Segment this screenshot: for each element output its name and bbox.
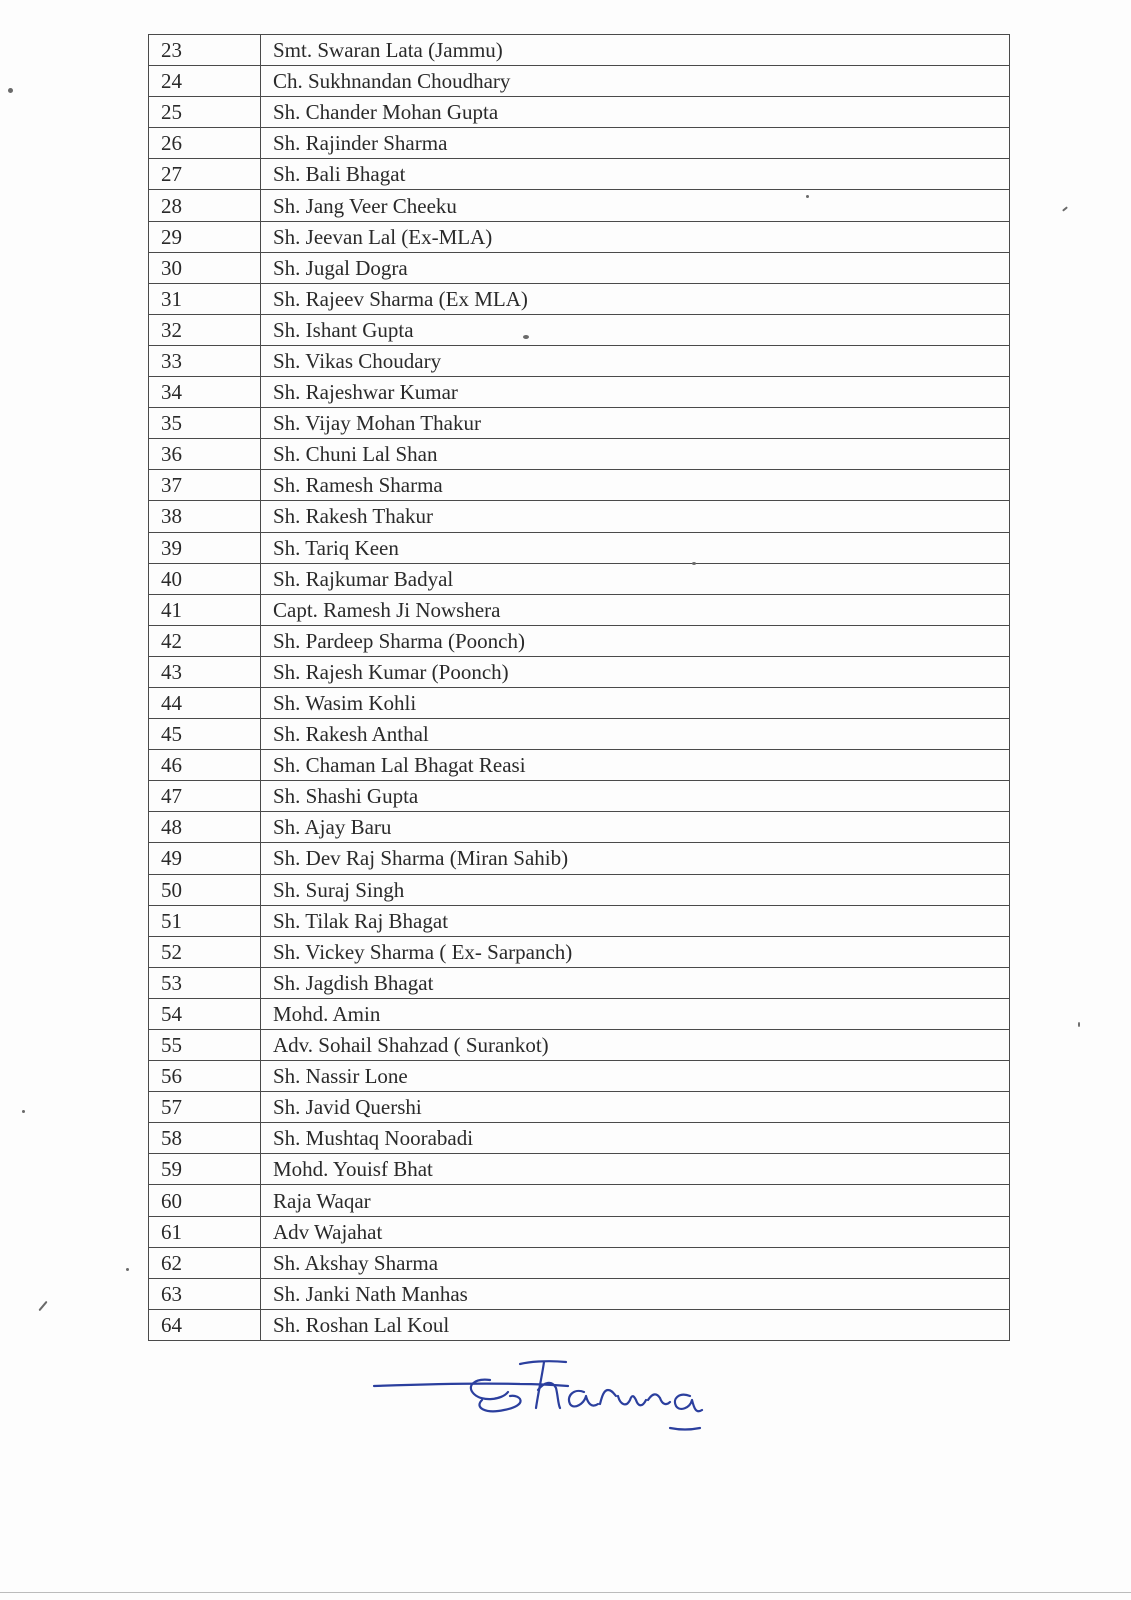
member-name-cell: Sh. Wasim Kohli (261, 687, 1010, 718)
table-row (149, 967, 1010, 998)
table-row (149, 470, 1010, 501)
serial-number-cell: 64 (149, 1309, 261, 1340)
member-name-cell: Sh. Rajkumar Badyal (261, 563, 1010, 594)
serial-number-cell: 24 (149, 66, 261, 97)
serial-number-cell: 32 (149, 314, 261, 345)
member-name-cell: Sh. Chaman Lal Bhagat Reasi (261, 750, 1010, 781)
member-name-cell: Sh. Akshay Sharma (261, 1247, 1010, 1278)
serial-number-cell: 44 (149, 687, 261, 718)
paper-speck (22, 1110, 25, 1113)
table-row (149, 408, 1010, 439)
table-row (149, 532, 1010, 563)
scan-edge-line (0, 1592, 1131, 1593)
member-name-cell: Sh. Rajeev Sharma (Ex MLA) (261, 283, 1010, 314)
table-row (149, 563, 1010, 594)
serial-number-cell: 55 (149, 1030, 261, 1061)
serial-number-cell: 37 (149, 470, 261, 501)
member-name-cell: Sh. Vickey Sharma ( Ex- Sarpanch) (261, 936, 1010, 967)
member-name-cell: Sh. Jagdish Bhagat (261, 967, 1010, 998)
member-name-cell: Adv Wajahat (261, 1216, 1010, 1247)
table-row (149, 221, 1010, 252)
table-row (149, 843, 1010, 874)
serial-number-cell: 54 (149, 998, 261, 1029)
table-row (149, 687, 1010, 718)
table-row (149, 97, 1010, 128)
table-row (149, 35, 1010, 66)
member-name-cell: Sh. Jugal Dogra (261, 252, 1010, 283)
member-name-cell: Mohd. Youisf Bhat (261, 1154, 1010, 1185)
table-row (149, 1123, 1010, 1154)
serial-number-cell: 45 (149, 719, 261, 750)
table-row (149, 1185, 1010, 1216)
member-list-table (148, 34, 1010, 1341)
serial-number-cell: 61 (149, 1216, 261, 1247)
serial-number-cell: 51 (149, 905, 261, 936)
member-name-cell: Sh. Javid Quershi (261, 1092, 1010, 1123)
member-name-cell: Sh. Pardeep Sharma (Poonch) (261, 625, 1010, 656)
serial-number-cell: 38 (149, 501, 261, 532)
member-name-cell: Sh. Vijay Mohan Thakur (261, 408, 1010, 439)
member-name-cell: Sh. Suraj Singh (261, 874, 1010, 905)
member-name-cell: Sh. Tariq Keen (261, 532, 1010, 563)
member-name-cell: Sh. Nassir Lone (261, 1061, 1010, 1092)
table-row (149, 594, 1010, 625)
table-row (149, 190, 1010, 221)
serial-number-cell: 60 (149, 1185, 261, 1216)
serial-number-cell: 34 (149, 377, 261, 408)
member-name-cell: Sh. Vikas Choudary (261, 345, 1010, 376)
serial-number-cell: 63 (149, 1278, 261, 1309)
serial-number-cell: 31 (149, 283, 261, 314)
member-name-cell: Sh. Shashi Gupta (261, 781, 1010, 812)
member-name-cell: Sh. Rakesh Anthal (261, 719, 1010, 750)
member-name-cell: Sh. Roshan Lal Koul (261, 1309, 1010, 1340)
paper-speck (523, 335, 529, 339)
table-row (149, 874, 1010, 905)
member-name-cell: Sh. Dev Raj Sharma (Miran Sahib) (261, 843, 1010, 874)
serial-number-cell: 52 (149, 936, 261, 967)
serial-number-cell: 39 (149, 532, 261, 563)
member-name-cell: Sh. Rajinder Sharma (261, 128, 1010, 159)
member-list-body (149, 35, 1010, 1341)
paper-speck (1078, 1022, 1080, 1027)
table-row (149, 998, 1010, 1029)
table-row (149, 128, 1010, 159)
paper-speck (692, 562, 696, 565)
signature (370, 1350, 730, 1440)
serial-number-cell: 49 (149, 843, 261, 874)
member-name-cell: Sh. Chuni Lal Shan (261, 439, 1010, 470)
serial-number-cell: 42 (149, 625, 261, 656)
member-name-cell: Sh. Rajeshwar Kumar (261, 377, 1010, 408)
table-row (149, 66, 1010, 97)
serial-number-cell: 47 (149, 781, 261, 812)
member-name-cell: Sh. Rakesh Thakur (261, 501, 1010, 532)
serial-number-cell: 27 (149, 159, 261, 190)
table-row (149, 656, 1010, 687)
member-name-cell: Sh. Rajesh Kumar (Poonch) (261, 656, 1010, 687)
serial-number-cell: 30 (149, 252, 261, 283)
table-row (149, 1061, 1010, 1092)
serial-number-cell: 40 (149, 563, 261, 594)
table-row (149, 936, 1010, 967)
paper-speck (8, 88, 13, 93)
member-name-cell: Sh. Jeevan Lal (Ex-MLA) (261, 221, 1010, 252)
member-name-cell: Sh. Mushtaq Noorabadi (261, 1123, 1010, 1154)
member-name-cell: Sh. Tilak Raj Bhagat (261, 905, 1010, 936)
serial-number-cell: 26 (149, 128, 261, 159)
table-row (149, 314, 1010, 345)
paper-speck (1062, 206, 1068, 211)
serial-number-cell: 50 (149, 874, 261, 905)
member-name-cell: Sh. Chander Mohan Gupta (261, 97, 1010, 128)
serial-number-cell: 43 (149, 656, 261, 687)
serial-number-cell: 25 (149, 97, 261, 128)
member-name-cell: Sh. Bali Bhagat (261, 159, 1010, 190)
table-row (149, 1247, 1010, 1278)
table-row (149, 781, 1010, 812)
serial-number-cell: 36 (149, 439, 261, 470)
table-row (149, 283, 1010, 314)
member-name-cell: Adv. Sohail Shahzad ( Surankot) (261, 1030, 1010, 1061)
member-name-cell: Sh. Janki Nath Manhas (261, 1278, 1010, 1309)
table-row (149, 750, 1010, 781)
serial-number-cell: 46 (149, 750, 261, 781)
member-name-cell: Sh. Ishant Gupta (261, 314, 1010, 345)
serial-number-cell: 62 (149, 1247, 261, 1278)
serial-number-cell: 35 (149, 408, 261, 439)
table-row (149, 719, 1010, 750)
paper-speck (38, 1301, 47, 1311)
serial-number-cell: 53 (149, 967, 261, 998)
table-row (149, 501, 1010, 532)
table-row (149, 905, 1010, 936)
member-name-cell: Sh. Ramesh Sharma (261, 470, 1010, 501)
serial-number-cell: 29 (149, 221, 261, 252)
serial-number-cell: 56 (149, 1061, 261, 1092)
table-row (149, 159, 1010, 190)
member-name-cell: Sh. Jang Veer Cheeku (261, 190, 1010, 221)
table-row (149, 1154, 1010, 1185)
member-name-cell: Raja Waqar (261, 1185, 1010, 1216)
paper-speck (126, 1268, 129, 1271)
member-name-cell: Smt. Swaran Lata (Jammu) (261, 35, 1010, 66)
table-row (149, 345, 1010, 376)
serial-number-cell: 41 (149, 594, 261, 625)
member-name-cell: Ch. Sukhnandan Choudhary (261, 66, 1010, 97)
table-row (149, 1092, 1010, 1123)
table-row (149, 377, 1010, 408)
paper-speck (806, 195, 809, 198)
table-row (149, 1216, 1010, 1247)
serial-number-cell: 33 (149, 345, 261, 376)
table-row (149, 1030, 1010, 1061)
serial-number-cell: 58 (149, 1123, 261, 1154)
table-row (149, 625, 1010, 656)
table-row (149, 1309, 1010, 1340)
table-row (149, 1278, 1010, 1309)
table-row (149, 812, 1010, 843)
serial-number-cell: 48 (149, 812, 261, 843)
serial-number-cell: 28 (149, 190, 261, 221)
table-row (149, 439, 1010, 470)
member-name-cell: Mohd. Amin (261, 998, 1010, 1029)
member-name-cell: Capt. Ramesh Ji Nowshera (261, 594, 1010, 625)
member-name-cell: Sh. Ajay Baru (261, 812, 1010, 843)
table-row (149, 252, 1010, 283)
serial-number-cell: 59 (149, 1154, 261, 1185)
serial-number-cell: 23 (149, 35, 261, 66)
serial-number-cell: 57 (149, 1092, 261, 1123)
